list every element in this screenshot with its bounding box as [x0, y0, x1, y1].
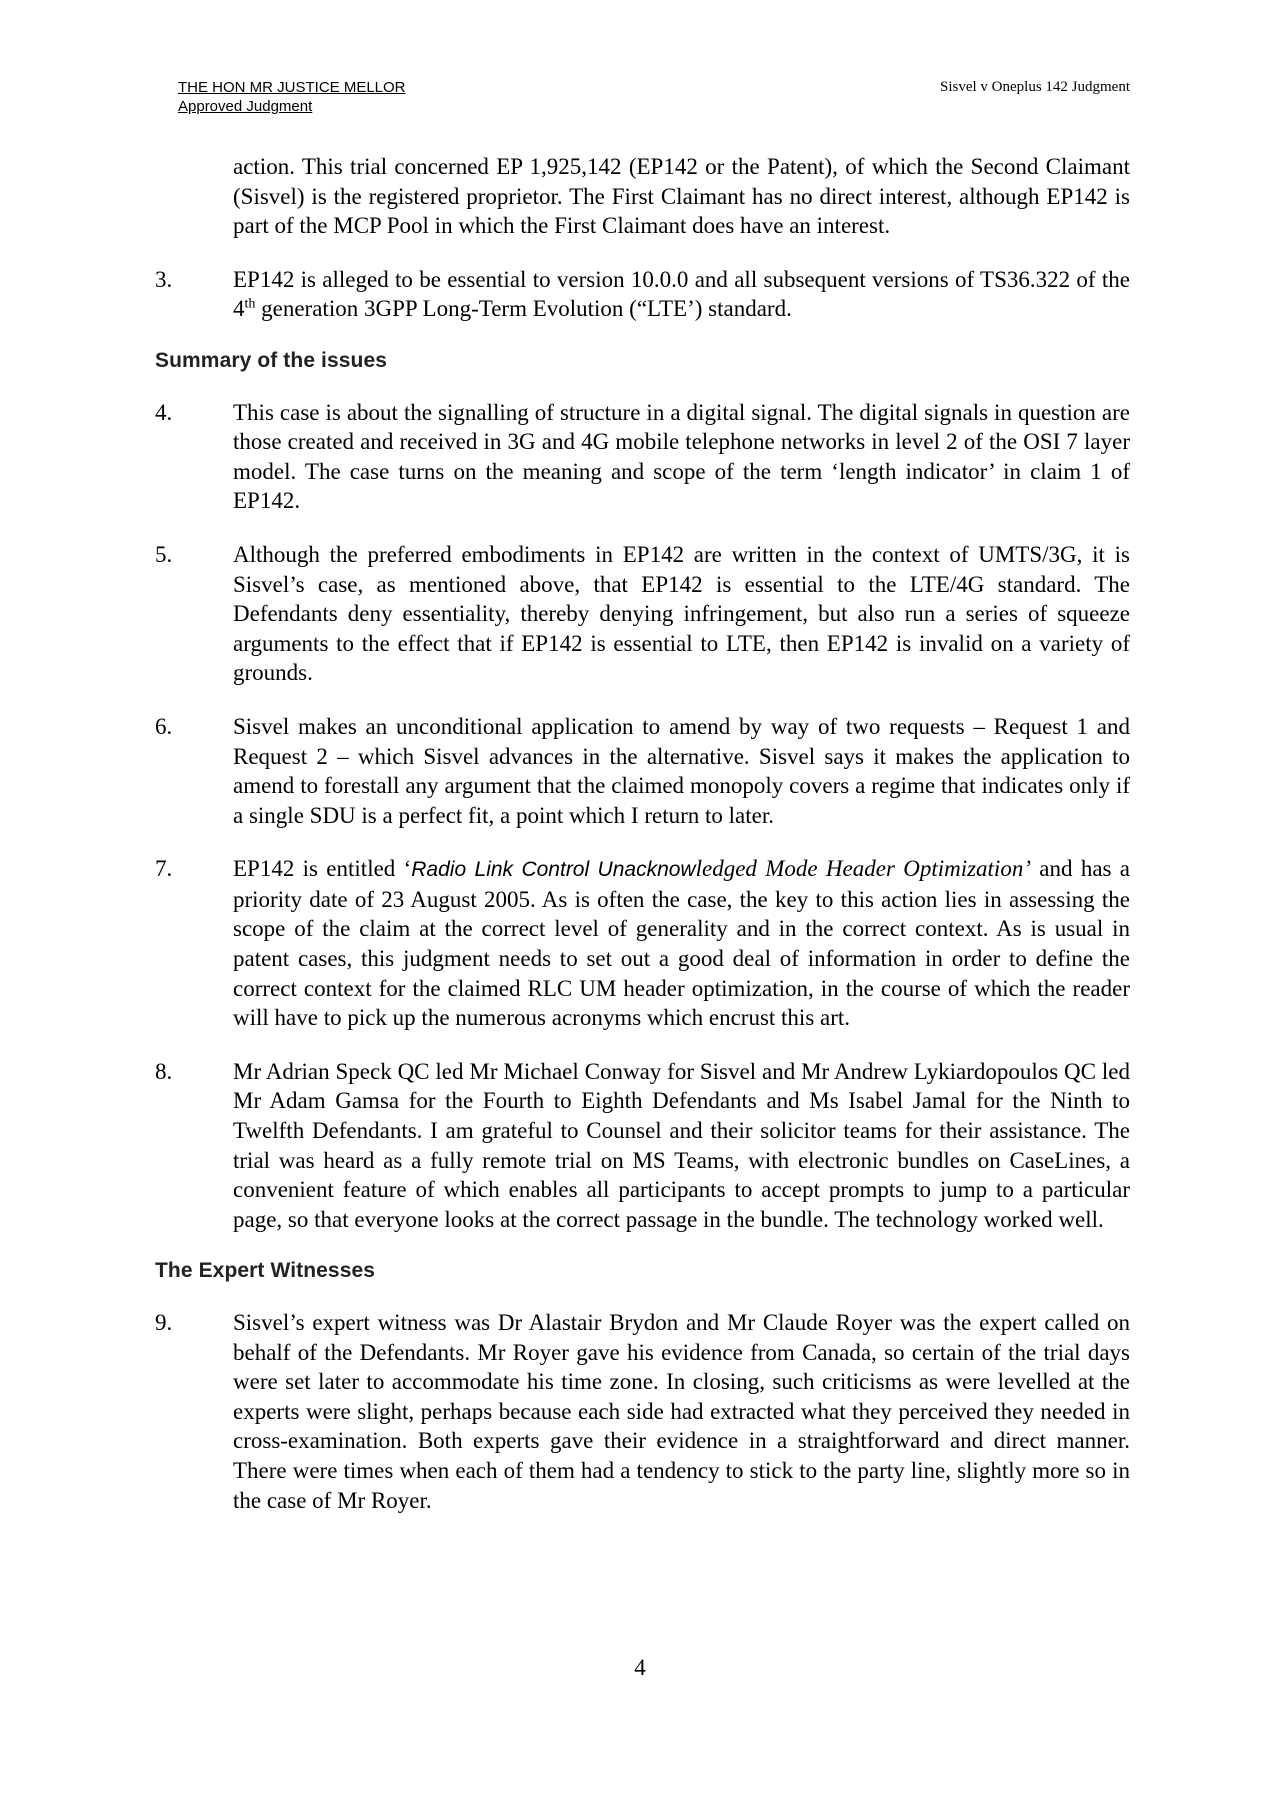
case-title: Sisvel v Oneplus 142 Judgment: [940, 79, 1130, 95]
paragraph-6: [155, 712, 1130, 830]
paragraph-number: 6.: [155, 713, 173, 739]
paragraph-8: [155, 1057, 1130, 1235]
paragraph-5: [155, 540, 1130, 688]
paragraph-text: EP142 is entitled ‘Radio Link Control Unacknowledged Mode Header Optimization’ and has a priority date of 23 August 2005. As is often the case, the key to this action lies in assessing the scope of the claim at the correct level of generality and in the correct context. As is usual in patent cases, this judgment needs to set out a good deal of information in order to define the correct context for the claimed RLC UM header optimization, in the course of which the reader will have to pick up the numerous acronyms which encrust this art.: [233, 856, 1131, 1031]
section-heading-experts: The Expert Witnesses: [155, 1259, 376, 1283]
superscript: th: [244, 296, 256, 312]
paragraph-4: [155, 398, 1130, 516]
judge-name: THE HON MR JUSTICE MELLOR: [178, 79, 406, 96]
judgment-status: Approved Judgment: [178, 98, 313, 115]
paragraph-number: 7.: [155, 856, 173, 882]
paragraph-number: 5.: [155, 541, 173, 567]
section-heading-summary: Summary of the issues: [155, 348, 388, 372]
paragraph-7: [155, 854, 1130, 1033]
paragraph-9: [155, 1308, 1130, 1515]
patent-title-rest: ledged Mode Header Optimization’: [695, 856, 1031, 882]
paragraph-continuation: action. This trial concerned EP 1,925,142 (EP142 or the Patent), of which the Second Claimant (Sisvel) is the registered proprietor. The First Claimant has no direct interest, although EP142 is part of the MCP Pool in which the First Claimant does have an interest.: [233, 154, 1130, 239]
header-left: [178, 78, 406, 116]
patent-title-part: Radio Link Control Unacknow: [411, 858, 696, 882]
paragraph-number: 8.: [155, 1058, 173, 1084]
paragraph-number: 4.: [155, 399, 173, 425]
paragraph-text: Sisvel makes an unconditional application to amend by way of two requests – Request 1 and Request 2 – which Sisvel advances in the alternative. Sisvel says it makes the application to amend to forestall any argument that the claimed monopoly covers a regime that indicates only if a single SDU is a perfect fit, a point which I return to later.: [233, 713, 1130, 828]
page-number: 4: [634, 1655, 646, 1680]
paragraph-number: 3.: [155, 266, 173, 292]
judgment-body: [155, 152, 1130, 1539]
paragraph-text: Mr Adrian Speck QC led Mr Michael Conway for Sisvel and Mr Andrew Lykiardopoulos QC led Mr Adam Gamsa for the Fourth to Eighth Defendants and Ms Isabel Jamal for the Ninth to Twelfth Defendants. I am grateful to Counsel and their solicitor teams for their assistance. The trial was heard as a fully remote trial on MS Teams, with electronic bundles on CaseLines, a convenient feature of which enables all participants to accept prompts to jump to a particular page, so that everyone looks at the correct passage in the bundle. The technology worked well.: [233, 1058, 1130, 1232]
paragraph-text: Although the preferred embodiments in EP142 are written in the context of UMTS/3G, it is Sisvel’s case, as mentioned above, that EP142 is essential to the LTE/4G standard. The Defendants deny essentiality, thereby denying infringement, but also run a series of squeeze arguments to the effect that if EP142 is essential to LTE, then EP142 is invalid on a variety of grounds.: [233, 541, 1130, 686]
paragraph-text: Sisvel’s expert witness was Dr Alastair Brydon and Mr Claude Royer was the expert called on behalf of the Defendants. Mr Royer gave his evidence from Canada, so certain of the trial days were set later to accommodate his time zone. In closing, such criticisms as were levelled at the experts were slight, perhaps because each side had extracted what they perceived they needed in cross-examination. Both experts gave their evidence in a straightforward and direct manner. There were times when each of them had a tendency to stick to the party line, slightly more so in the case of Mr Royer.: [233, 1310, 1130, 1513]
paragraph-text: This case is about the signalling of structure in a digital signal. The digital signals in question are those created and received in 3G and 4G mobile telephone networks in level 2 of the OSI 7 layer model. The case turns on the meaning and scope of the term ‘length indicator’ in claim 1 of EP142.: [233, 399, 1130, 514]
paragraph-number: 9.: [155, 1310, 173, 1335]
paragraph-3: [155, 265, 1130, 324]
paragraph-text: EP142 is alleged to be essential to version 10.0.0 and all subsequent versions of TS36.322 of the 4th generation 3GPP Long-Term Evolution (“LTE’) standard.: [233, 266, 1130, 322]
